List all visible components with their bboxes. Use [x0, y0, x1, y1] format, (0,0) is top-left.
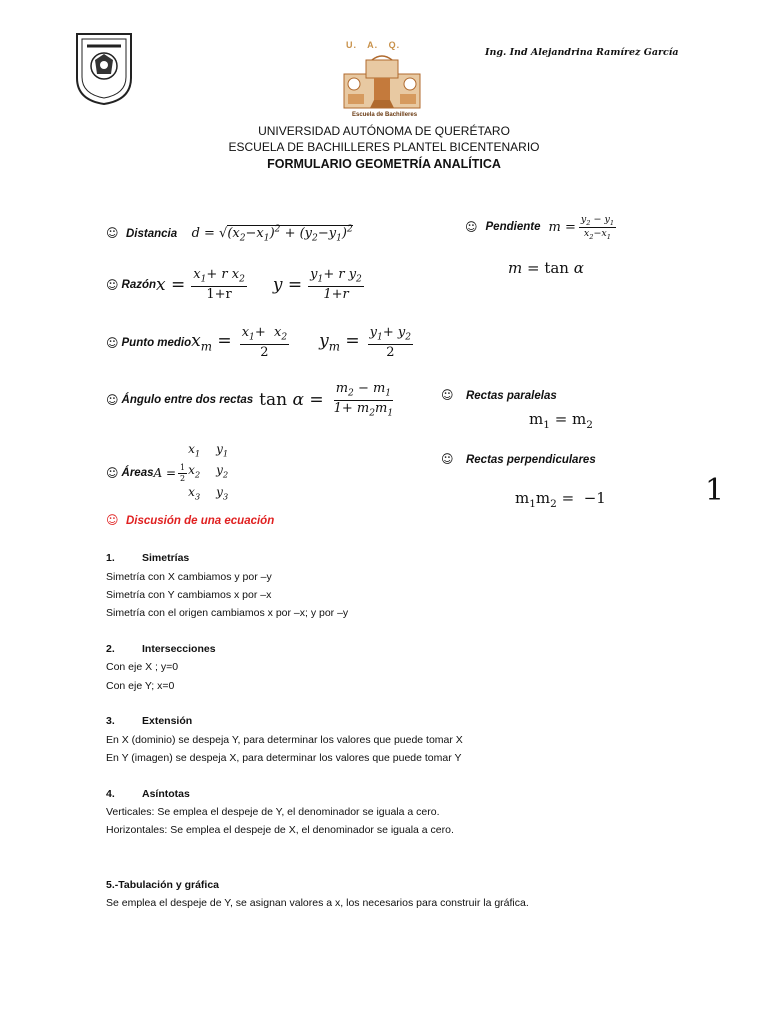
parallel-equation: $m_1 = m_2$ [529, 410, 593, 431]
smiley-icon: ☺ [106, 393, 119, 407]
formula-areas [106, 441, 240, 505]
section-title: Intersecciones [142, 643, 216, 655]
slope-tan-equation: m = tan α [508, 259, 584, 277]
formula-label: Distancia [125, 228, 178, 240]
section-line: En Y (imagen) se despeja X, para determinar los valores que puede tomar Y [106, 752, 462, 764]
section-number: 1. [106, 552, 115, 564]
section-line: Verticales: Se emplea el despeje de Y, el denominador se iguala a cero. [106, 806, 440, 818]
angle-fraction: $\frac{m_2 - m_1}{1+ m_2m_1}$ [333, 381, 394, 419]
formula-label: Pendiente [485, 221, 541, 234]
formula-label: Rectas perpendiculares [465, 454, 596, 466]
formula-pendiente [465, 214, 616, 241]
formula-label: Ángulo entre dos rectas [121, 394, 254, 406]
section-title: Asíntotas [142, 788, 190, 800]
ratio-x-fraction: $\frac{x_1+ r x_2}{1+r}$ [193, 267, 245, 302]
section-number: 3. [106, 715, 115, 727]
section-line: Con eje X ; y=0 [106, 661, 179, 673]
section-number: 2. [106, 643, 115, 655]
school-building-logo [340, 52, 424, 114]
section-line: Simetría con X cambiamos y por –y [106, 571, 272, 583]
ratio-x-var: x = [156, 274, 186, 295]
smiley-icon: ☺ [465, 220, 478, 235]
slope-fraction: $\frac{y_2 - y_1}{x_2-x_1}$ [580, 214, 615, 241]
page-number: 1 [705, 473, 725, 508]
section-line: Se emplea el despeje de Y, se asignan valores a x, los necesarios para construir la gráfica. [106, 897, 529, 909]
author-name: Ing. Ind Alejandrina Ramírez García [485, 47, 679, 58]
formula-distancia [106, 224, 353, 244]
ratio-y-var: y = [272, 274, 303, 295]
area-half: $\frac{1}{2}$ [180, 462, 186, 483]
formula-label: Rectas paralelas [465, 390, 557, 402]
smiley-icon: ☺ [106, 277, 119, 292]
smiley-icon: ☺ [106, 466, 119, 481]
smiley-icon: ☺ [441, 452, 454, 466]
section-title: Extensión [142, 715, 193, 727]
university-seal [73, 30, 135, 106]
section-line: Con eje Y; x=0 [106, 680, 175, 692]
section-line: Horizontales: Se emplea el despeje de X, el denominador se iguala a cero. [106, 824, 454, 836]
perpendicular-equation: $m_1m_2 = -1$ [515, 489, 606, 510]
section-title: 5.-Tabulación y gráfica [106, 879, 220, 891]
discusion-heading [106, 511, 274, 529]
formula-razon [106, 267, 364, 302]
smiley-icon: ☺ [106, 513, 119, 527]
section-title: Simetrías [142, 552, 190, 564]
smiley-icon: ☺ [106, 335, 119, 350]
page-title: FORMULARIO GEOMETRÍA ANALÍTICA [267, 157, 501, 171]
slope-m: m = [548, 219, 576, 235]
uaq-letters: U. A. Q. [346, 40, 401, 50]
midpoint-y-var: $y_m$ = [319, 331, 360, 354]
section-number: 4. [106, 788, 115, 800]
formula-label: Razón [121, 278, 157, 291]
angle-tan: tan α = [259, 390, 324, 410]
school-logo-caption: Escuela de Bachilleres [352, 112, 418, 118]
university-name: UNIVERSIDAD AUTÓNOMA DE QUERÉTARO [258, 124, 510, 138]
school-name: ESCUELA DE BACHILLERES PLANTEL BICENTENARIO [228, 140, 540, 154]
formula-punto-medio [106, 325, 413, 360]
formula-paralelas [441, 386, 557, 404]
smiley-icon: ☺ [106, 226, 119, 240]
formula-perpendiculares [441, 450, 596, 468]
ratio-y-fraction: $\frac{y_1+ r y_2}{1+r}$ [310, 267, 362, 302]
formula-label: Áreas [121, 467, 154, 480]
midpoint-x-var: $x_m$ = [191, 331, 232, 354]
discusion-title: Discusión de una ecuación [125, 515, 275, 527]
distance-equation: $d = √(x_2-x_1)^2 + (y_2-y_1)^2$ [191, 224, 353, 244]
formula-angulo [106, 381, 395, 419]
area-determinant: $x_1$ $y_1$ $x_2$ $y_2$ $x_3$ $y_3$ [188, 442, 229, 502]
section-line: En X (dominio) se despeja Y, para determinar los valores que puede tomar X [106, 734, 463, 746]
section-line: Simetría con Y cambiamos x por –x [106, 589, 272, 601]
section-line: Simetría con el origen cambiamos x por –x; y por –y [106, 607, 349, 619]
formula-label: Punto medio [121, 336, 192, 349]
midpoint-y-fraction: $\frac{y_1+ y_2}{2}$ [369, 325, 411, 360]
midpoint-x-fraction: $\frac{x_1+ x_2}{2}$ [241, 325, 288, 360]
smiley-icon: ☺ [441, 388, 454, 402]
area-equation: A = [153, 466, 177, 481]
